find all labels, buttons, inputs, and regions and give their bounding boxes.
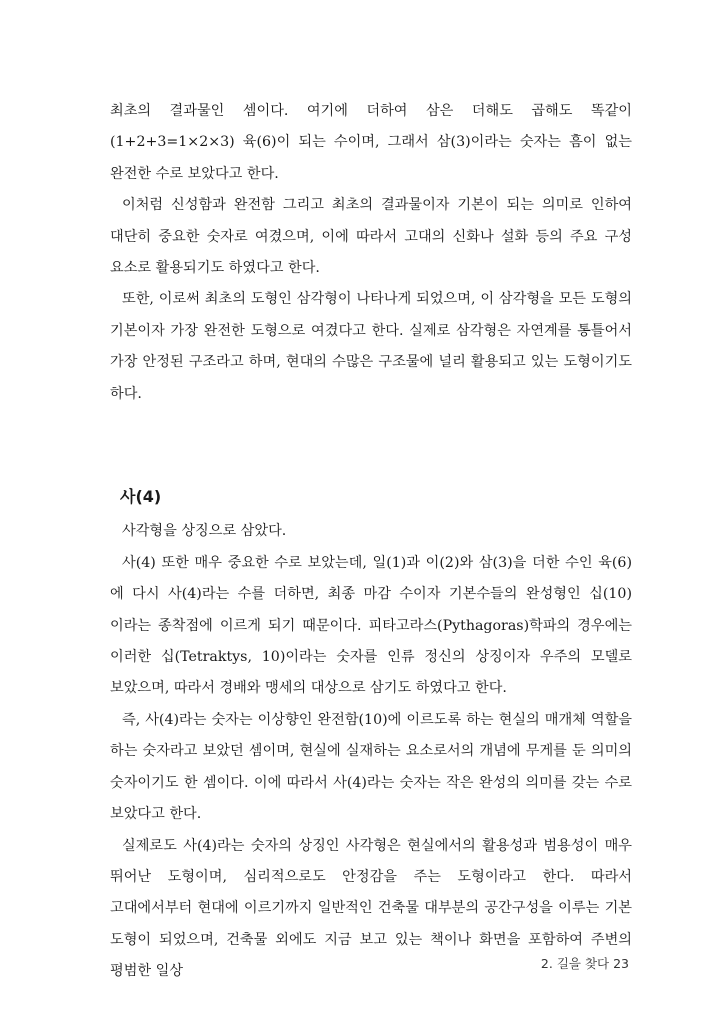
page-footer <box>541 954 629 972</box>
section-heading: 사(4) <box>120 487 162 507</box>
page-body <box>110 96 632 988</box>
footer-chapter: 2. 길을 찾다 <box>540 956 610 971</box>
section-paragraph-3: 실제로도 사(4)라는 숫자의 상징인 사각형은 현실에서의 활용성과 범용성이 매우 뛰어난 도형이며, 심리적으로도 안정감을 주는 도형이라고 한다. 따라서 고대에서부터 현대에 이르기까지 일반적인 건축물 대부분의 공간구성을 이루는 기본 도형이 되었으며, 건축물 외에도 지금 보고 있는 책이나 화면을 포함하여 주변의 평범한 일상 <box>110 837 632 980</box>
section-subtitle: 사각형을 상징으로 삼았다. <box>122 523 287 540</box>
section-paragraph-2: 즉, 사(4)라는 숫자는 이상향인 완전함(10)에 이르도록 하는 현실의 매개체 역할을 하는 숫자라고 보았던 셈이며, 현실에 실재하는 요소로서의 개념에 무게를 둔 의미의 숫자이기도 한 셈이다. 이에 따라서 사(4)라는 숫자는 작은 완성의 의미를 갖는 수로 보았다고 한다. <box>110 711 632 823</box>
footer-page-number: 23 <box>613 956 629 971</box>
body-paragraph-1: 최초의 결과물인 셈이다. 여기에 더하여 삼은 더해도 곱해도 똑같이(1+2+3=1×2×3) 육(6)이 되는 수이며, 그래서 삼(3)이라는 숫자는 흠이 없는 완전한 수로 보았다고 한다. <box>110 103 632 182</box>
body-paragraph-3: 또한, 이로써 최초의 도형인 삼각형이 나타나게 되었으며, 이 삼각형을 모든 도형의 기본이자 가장 완전한 도형으로 여겼다고 한다. 실제로 삼각형은 자연계를 통틀어서 가장 안정된 구조라고 하며, 현대의 수많은 구조물에 널리 활용되고 있는 도형이기도 하다. <box>110 291 632 402</box>
section-paragraph-1: 사(4) 또한 매우 중요한 수로 보았는데, 일(1)과 이(2)와 삼(3)을 더한 수인 육(6)에 다시 사(4)라는 수를 더하면, 최종 마감 수이자 기본수들의 완성형인 십(10)이라는 종착점에 이르게 되기 때문이다. 피타고라스(Pythagoras)학파의 경우에는 이러한 십(Tetraktys, 10)이라는 숫자를 인류 정신의 상징이자 우주의 모델로 보았으며, 따라서 경배와 맹세의 대상으로 삼기도 하였다고 한다. <box>110 554 632 697</box>
body-paragraph-2: 이처럼 신성함과 완전함 그리고 최초의 결과물이자 기본이 되는 의미로 인하여 대단히 중요한 숫자로 여겼으며, 이에 따라서 고대의 신화나 설화 등의 주요 구성 요소로 활용되기도 하였다고 한다. <box>110 197 632 277</box>
